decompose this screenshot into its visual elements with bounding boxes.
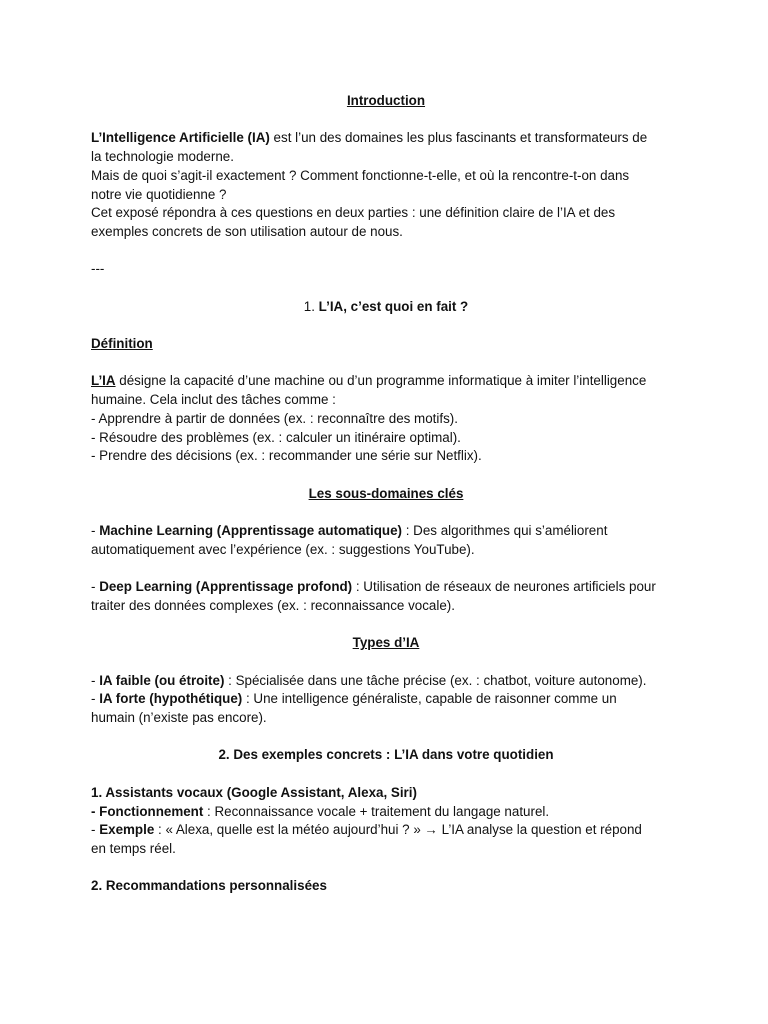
item-1-title: 1. Assistants vocaux (Google Assistant, Alexa, Siri) (91, 784, 417, 800)
item-1-example-line-1 (91, 821, 681, 840)
deep-learning-line-1 (91, 578, 681, 597)
strong-dash: - (91, 691, 100, 707)
task-item: - Apprendre à partir de données (ex. : reconnaître des motifs). (91, 410, 458, 426)
item-1-example-line-2: en temps réel. (91, 840, 176, 856)
definition-rest: désigne la capacité d’une machine ou d’un programme informatique à imiter l’intelligence (115, 373, 647, 389)
intro-paragraph-1-line-1 (91, 129, 681, 148)
dl-rest: : Utilisation de réseaux de neurones artificiels pour (352, 579, 656, 595)
deep-learning-line-2: traiter des données complexes (ex. : reconnaissance vocale). (91, 597, 455, 613)
types-heading: Types d’IA (352, 635, 420, 651)
subdomains-heading: Les sous-domaines clés (308, 485, 464, 501)
intro-paragraph-1-line-2: la technologie moderne. (91, 149, 234, 165)
ml-term: Machine Learning (Apprentissage automatique) (99, 523, 403, 539)
strong-term: IA forte (hypothétique) (99, 691, 243, 707)
item-2-title: 2. Recommandations personnalisées (91, 878, 327, 894)
types-heading-line (91, 634, 681, 653)
definition-line-2: humaine. Cela inclut des tâches comme : (91, 392, 336, 408)
dl-dash: - (91, 579, 100, 595)
task-item: - Résoudre des problèmes (ex. : calculer un itinéraire optimal). (91, 429, 461, 445)
section-2-title: 2. Des exemples concrets : L’IA dans votre quotidien (218, 747, 554, 763)
item-1-example-term: Exemple (99, 822, 155, 838)
definition-term: L’IA (91, 373, 116, 389)
machine-learning-line-2: automatiquement avec l’expérience (ex. : suggestions YouTube). (91, 541, 475, 557)
intro-title: Introduction (346, 93, 426, 108)
section-2-heading (91, 746, 681, 765)
dl-term: Deep Learning (Apprentissage profond) (99, 579, 353, 595)
item-1-example-rest: : « Alexa, quelle est la météo aujourd’hui ? » → L’IA analyse la question et répond (154, 822, 642, 838)
strong-ai-line-1 (91, 690, 681, 709)
section-1-heading (91, 298, 681, 317)
ml-dash: - (91, 523, 100, 539)
document-body (91, 92, 681, 896)
weak-rest: : Spécialisée dans une tâche précise (ex. : chatbot, voiture autonome). (224, 672, 647, 688)
item-1-function-rest: : Reconnaissance vocale + traitement du langage naturel. (203, 803, 550, 819)
intro-paragraph-3-line-2: exemples concrets de son utilisation autour de nous. (91, 223, 403, 239)
separator: --- (91, 261, 105, 277)
item-1-example-dash: - (91, 822, 100, 838)
section-1-number: 1. (303, 298, 319, 314)
weak-term: IA faible (ou étroite) (99, 672, 225, 688)
intro-p1-rest: est l’un des domaines les plus fascinants et transformateurs de (269, 130, 648, 146)
definition-line-1 (91, 372, 681, 391)
intro-term: L’Intelligence Artificielle (IA) (91, 130, 270, 146)
item-1-function-term: - Fonctionnement (91, 803, 204, 819)
intro-paragraph-3-line-1: Cet exposé répondra à ces questions en deux parties : une définition claire de l’IA et des (91, 205, 616, 221)
weak-dash: - (91, 672, 100, 688)
strong-rest: : Une intelligence généraliste, capable de raisonner comme un (242, 691, 617, 707)
intro-paragraph-2-line-1: Mais de quoi s’agit-il exactement ? Comment fonctionne-t-elle, et où la rencontre-t-on dans (91, 167, 630, 183)
intro-heading (91, 92, 681, 111)
task-item: - Prendre des décisions (ex. : recommander une série sur Netflix). (91, 448, 482, 464)
subdomains-heading-line (91, 485, 681, 504)
definition-heading-line (91, 335, 681, 354)
item-1-function-line (91, 803, 681, 822)
section-1-title: L’IA, c’est quoi en fait ? (318, 298, 469, 314)
strong-ai-line-2: humain (n’existe pas encore). (91, 710, 267, 726)
machine-learning-line-1 (91, 522, 681, 541)
definition-heading: Définition (91, 336, 153, 352)
intro-paragraph-2-line-2: notre vie quotidienne ? (91, 186, 227, 202)
weak-ai-line (91, 672, 681, 691)
ml-rest: : Des algorithmes qui s’améliorent (402, 523, 608, 539)
